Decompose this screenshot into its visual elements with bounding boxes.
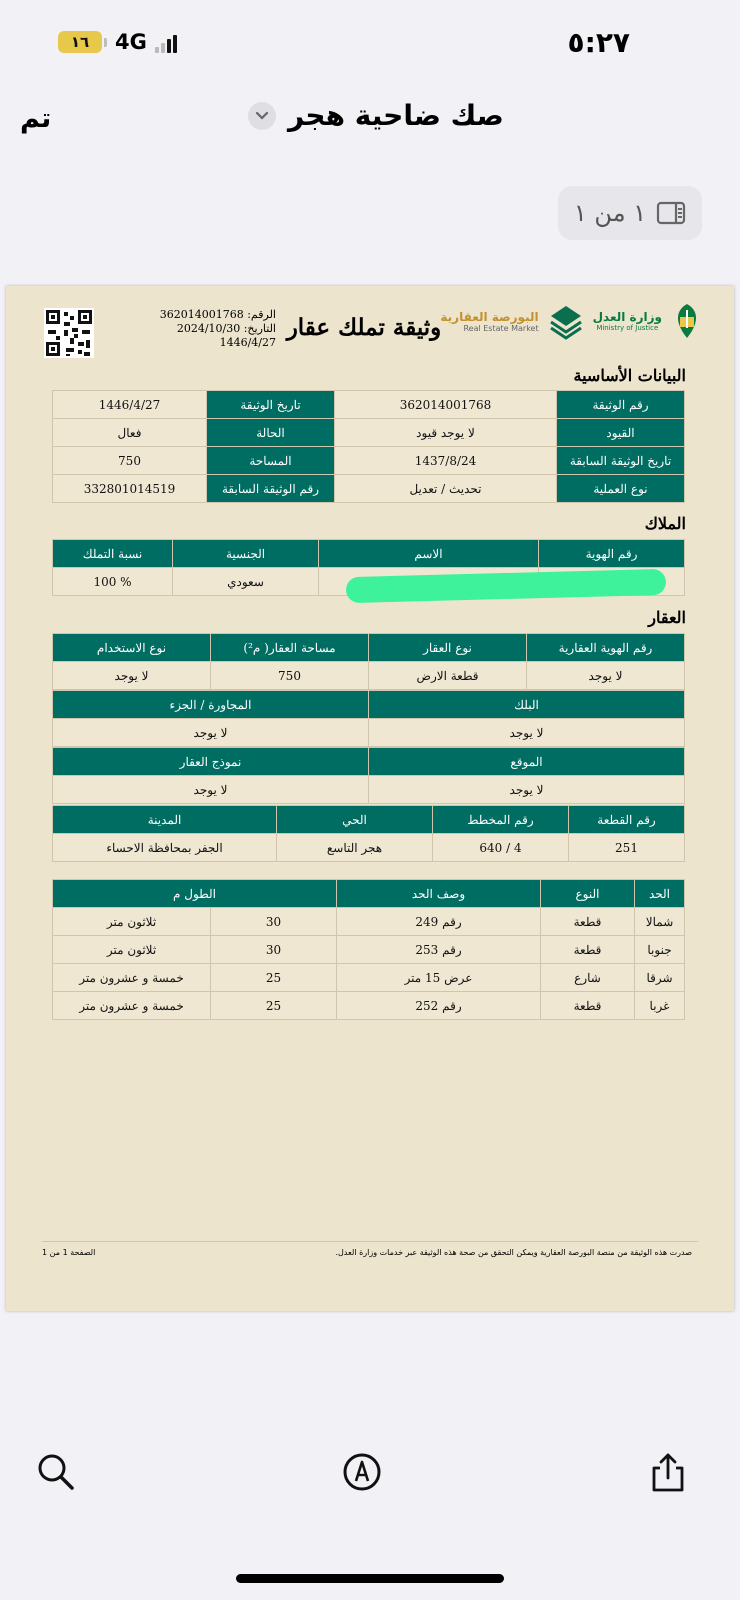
basic-data-table bbox=[52, 390, 685, 503]
real-estate-market-logo: البورصة العقارية Real Estate Market bbox=[440, 309, 539, 333]
table-row: شرقا شارع عرض 15 متر 25 خمسة و عشرون متر bbox=[53, 964, 685, 992]
table-header-row: رقم الهوية الاسم الجنسية نسبة التملك bbox=[53, 540, 685, 568]
document-heading: وثيقة تملك عقار bbox=[286, 314, 442, 341]
share-icon[interactable] bbox=[648, 1452, 688, 1492]
chevron-down-icon[interactable] bbox=[248, 102, 276, 130]
logos bbox=[440, 302, 704, 340]
title-menu[interactable] bbox=[248, 99, 504, 132]
table-header-row: رقم الهوية العقارية نوع العقار مساحة العقار( م²) نوع الاستخدام bbox=[53, 634, 685, 662]
location-table bbox=[52, 747, 685, 804]
table-header-row: الحد النوع وصف الحد الطول م bbox=[53, 880, 685, 908]
home-indicator[interactable] bbox=[236, 1574, 504, 1583]
section-basic: البيانات الأساسية bbox=[573, 366, 686, 385]
table-header-row: رقم القطعة رقم المخطط الحي المدينة bbox=[53, 806, 685, 834]
document-meta bbox=[136, 308, 276, 350]
footer-page: الصفحة 1 من 1 bbox=[42, 1248, 96, 1257]
table-row: رقم الوثيقة 362014001768 تاريخ الوثيقة 1446/4/27 bbox=[53, 391, 685, 419]
markup-icon[interactable] bbox=[342, 1452, 382, 1492]
done-button[interactable]: تم bbox=[20, 103, 52, 134]
footer-divider bbox=[42, 1241, 698, 1242]
footer-note: صدرت هذه الوثيقة من منصة البورصة العقارية ويمكن التحقق من صحة هذه الوثيقة عبر خدمات وزارة العدل. bbox=[335, 1248, 692, 1257]
plot-table bbox=[52, 805, 685, 862]
table-row: لا يوجد قطعة الارض 750 لا يوجد bbox=[53, 662, 685, 690]
emblem-icon bbox=[670, 302, 704, 340]
document-title: صك ضاحية هجر bbox=[288, 99, 504, 132]
section-owners: الملاك bbox=[644, 514, 686, 533]
table-row: لا يوجد لا يوجد bbox=[53, 719, 685, 747]
page-indicator[interactable] bbox=[558, 186, 702, 240]
signal-icon bbox=[155, 31, 177, 53]
meta-date: التاريخ: 2024/10/30 bbox=[176, 322, 276, 335]
table-row: تاريخ الوثيقة السابقة 1437/8/24 المساحة 750 bbox=[53, 447, 685, 475]
document-page bbox=[6, 286, 734, 1311]
thumbnails-icon bbox=[656, 201, 686, 225]
table-row: غربا قطعة رقم 252 25 خمسة و عشرون متر bbox=[53, 992, 685, 1020]
table-header-row: البلك المجاورة / الجزء bbox=[53, 691, 685, 719]
real-estate-market-icon bbox=[547, 302, 585, 340]
table-row: سعودي % 100 bbox=[53, 568, 685, 596]
table-row: القيود لا يوجد قيود الحالة فعال bbox=[53, 419, 685, 447]
table-row: شمالا قطعة رقم 249 30 ثلاثون متر bbox=[53, 908, 685, 936]
page-count: ١ من ١ bbox=[573, 199, 647, 227]
meta-number: الرقم: 362014001768 bbox=[159, 308, 276, 321]
property-table bbox=[52, 633, 685, 690]
qr-code-icon bbox=[44, 308, 94, 358]
search-icon[interactable] bbox=[36, 1452, 76, 1492]
ministry-of-justice-logo: وزارة العدل Ministry of Justice bbox=[592, 310, 662, 332]
meta-hijri: 1446/4/27 bbox=[219, 336, 276, 349]
table-row: جنوبا قطعة رقم 253 30 ثلاثون متر bbox=[53, 936, 685, 964]
battery-icon bbox=[58, 31, 107, 53]
boundaries-table bbox=[52, 879, 685, 1020]
status-indicators bbox=[58, 30, 177, 54]
table-row: نوع العملية تحديث / تعديل رقم الوثيقة السابقة 332801014519 bbox=[53, 475, 685, 503]
section-property: العقار bbox=[648, 608, 686, 627]
table-row: 251 4 / 640 هجر التاسع الجفر بمحافظة الاحساء bbox=[53, 834, 685, 862]
block-table bbox=[52, 690, 685, 747]
network-label: 4G bbox=[115, 30, 147, 54]
battery-level: ١٦ bbox=[58, 31, 102, 53]
table-row: لا يوجد لا يوجد bbox=[53, 776, 685, 804]
status-time: ٥:٢٧ bbox=[567, 26, 630, 59]
table-header-row: الموقع نموذج العقار bbox=[53, 748, 685, 776]
